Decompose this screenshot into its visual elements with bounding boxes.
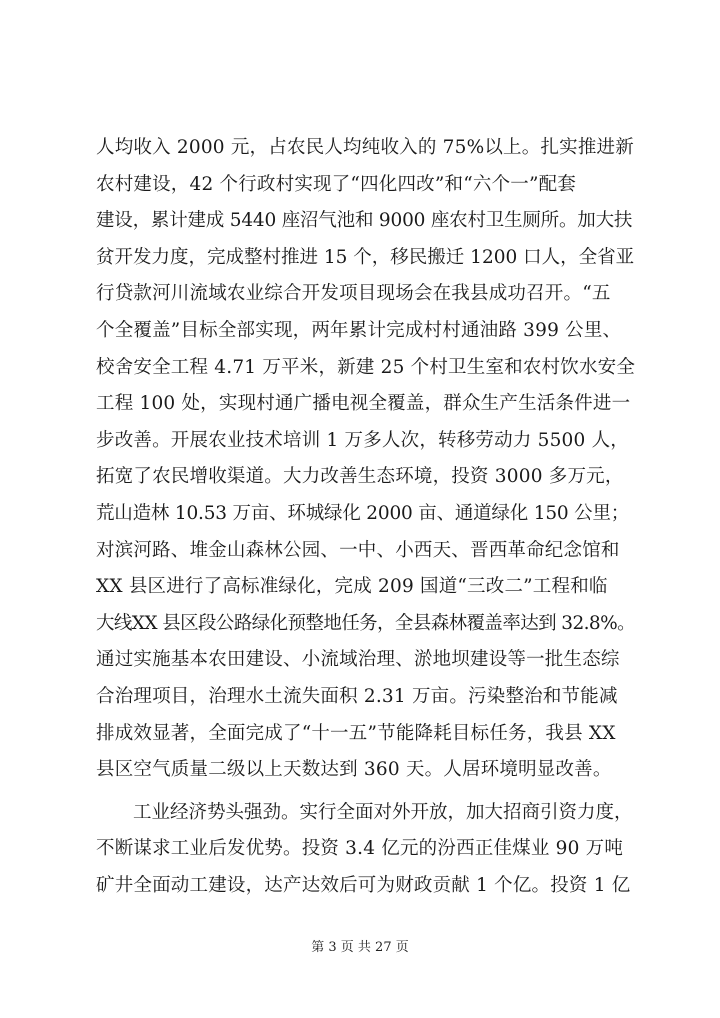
text-line: 荒山造林 10.53 万亩、环城绿化 2000 亩、通道绿化 150 公里； <box>96 502 630 524</box>
text-line: 贫开发力度，完成整村推进 15 个，移民搬迁 1200 口人，全省亚 <box>96 246 635 268</box>
text-line: 人均收入 2000 元，占农民人均纯收入的 75%以上。扎实推进新 <box>96 137 634 158</box>
text-line: 大线XX 县区段公路绿化预整地任务，全县森林覆盖率达到 32.8%。 <box>96 612 635 634</box>
text-line: 对滨河路、堆金山森林公园、一中、小西天、晋西革命纪念馆和 <box>96 539 620 561</box>
text-line: XX 县区进行了高标准绿化，完成 209 国道“三改二”工程和临 <box>96 576 608 598</box>
text-line: 排成效显著，全面完成了“十一五”节能降耗目标任务，我县 XX <box>96 722 616 744</box>
text-line: 矿井全面动工建设，达产达效后可为财政贡献 1 个亿。投资 1 亿 <box>96 874 631 896</box>
text-line: 不断谋求工业后发优势。投资 3.4 亿元的汾西正佳煤业 90 万吨 <box>96 838 624 860</box>
text-line: 通过实施基本农田建设、小流域治理、淤地坝建设等一批生态综 <box>96 649 620 671</box>
paragraph-2 <box>96 795 636 905</box>
text-line: 县区空气质量二级以上天数达到 360 天。人居环境明显改善。 <box>96 759 612 781</box>
text-line: 农村建设，42 个行政村实现了“四化四改”和“六个一”配套 <box>96 173 577 195</box>
body-text <box>96 130 636 904</box>
paragraph-1 <box>96 130 636 789</box>
text-line: 行贷款河川流域农业综合开发项目现场会在我县成功召开。“五 <box>96 283 611 305</box>
page-footer: 第 3 页 共 27 页 <box>311 940 409 955</box>
text-line: 工业经济势头强劲。实行全面对外开放，加大招商引资力度， <box>133 801 633 823</box>
text-line: 个全覆盖”目标全部实现，两年累计完成村村通油路 399 公里、 <box>96 319 622 341</box>
text-line: 校舍安全工程 4.71 万平米，新建 25 个村卫生室和农村饮水安全 <box>96 356 636 378</box>
text-line: 工程 100 处，实现村通广播电视全覆盖，群众生产生活条件进一 <box>96 393 631 415</box>
text-line: 合治理项目，治理水土流失面积 2.31 万亩。污染整治和节能减 <box>96 685 618 707</box>
text-line: 拓宽了农民增收渠道。大力改善生态环境，投资 3000 多万元， <box>96 466 624 488</box>
text-line: 建设，累计建成 5440 座沼气池和 9000 座农村卫生厕所。加大扶 <box>96 210 633 232</box>
text-line: 步改善。开展农业技术培训 1 万多人次，转移劳动力 5500 人， <box>96 429 629 451</box>
